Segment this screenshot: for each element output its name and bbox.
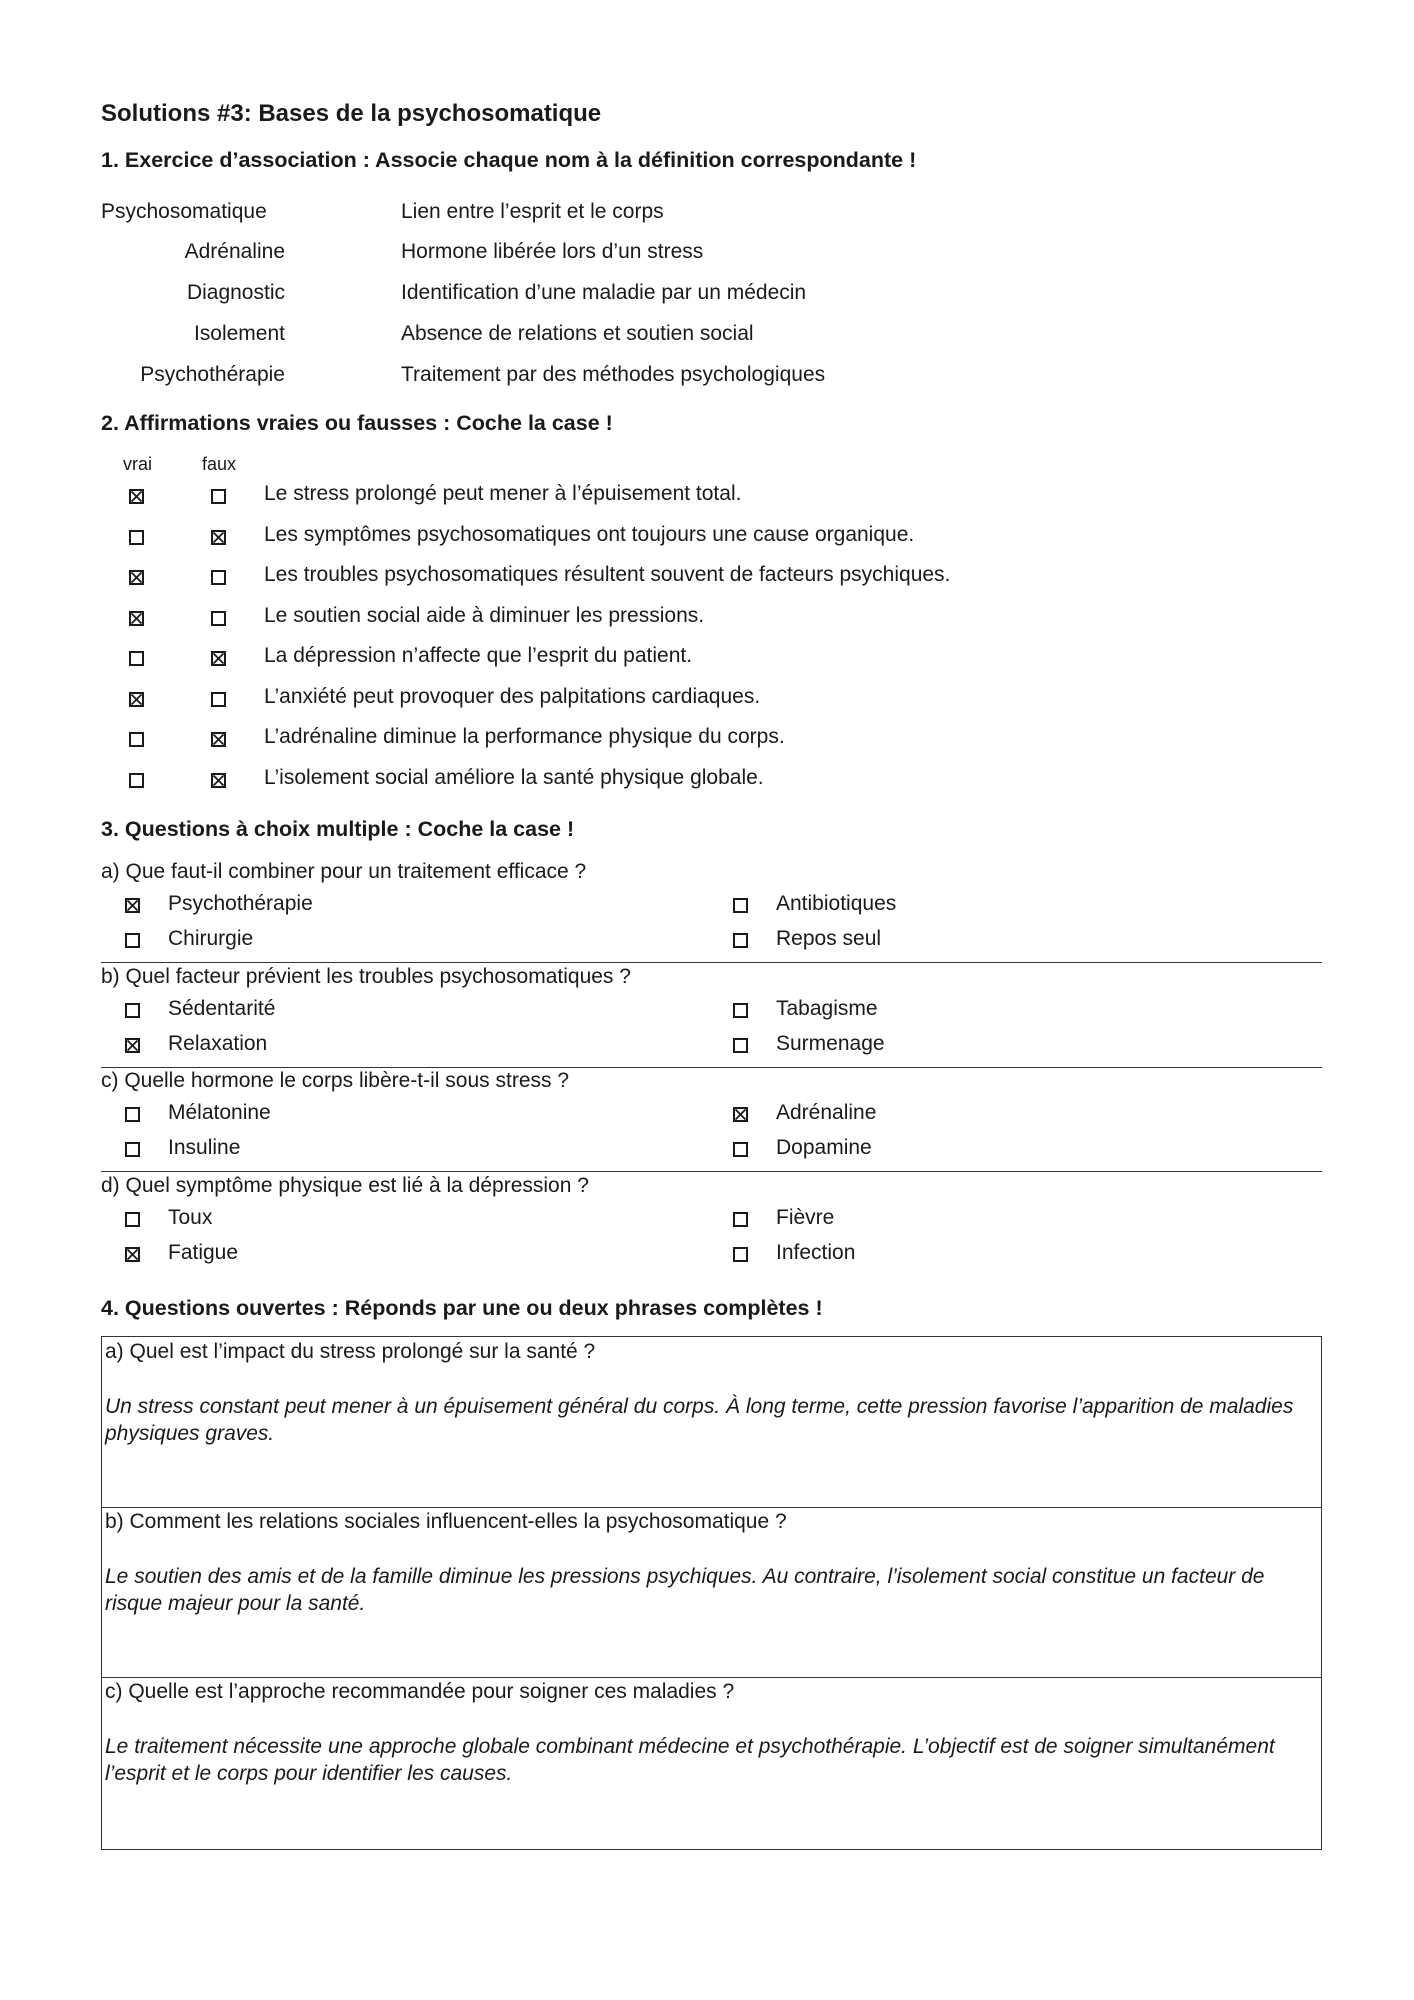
statement-text: Les troubles psychosomatiques résultent souvent de facteurs psychiques. [264, 563, 951, 586]
section1-heading: 1. Exercice d’association : Associe chaque nom à la définition correspondante ! [101, 148, 917, 172]
open-question-row [102, 1677, 1321, 1847]
column-header-vrai: vrai [123, 454, 153, 474]
mc-option-checkbox[interactable] [125, 1038, 140, 1053]
term-adrenaline: Adrénaline [184, 240, 285, 263]
mc-option-label: Chirurgie [168, 927, 254, 950]
mc-option-label: Fatigue [168, 1240, 239, 1264]
open-questions-box [101, 1336, 1322, 1850]
open-question-row [102, 1337, 1321, 1508]
mc-option-checkbox[interactable] [733, 1038, 748, 1053]
definition-adrenaline: Hormone libérée lors d’un stress [401, 240, 704, 263]
checkbox-vrai[interactable] [129, 692, 144, 707]
definition-psychotherapie: Traitement par des méthodes psychologiques [401, 363, 826, 386]
mc-option-checkbox[interactable] [733, 1142, 748, 1157]
open-answer-b[interactable]: Le soutien des amis et de la famille diminue les pressions psychiques. Au contraire, l’isolement social constitue un facteur de risque majeur pour la santé. [105, 1565, 1265, 1615]
mc-option-label: Surmenage [776, 1031, 885, 1055]
mc-option-checkbox[interactable] [733, 1212, 748, 1227]
checkbox-vrai[interactable] [129, 651, 144, 666]
checkbox-faux[interactable] [211, 489, 226, 504]
mc-question: d) Quel symptôme physique est lié à la dépression ? [101, 1173, 589, 1197]
definition-isolement: Absence de relations et soutien social [401, 322, 754, 345]
definition-psychosomatique: Lien entre l’esprit et le corps [401, 200, 664, 223]
mc-option-label: Antibiotiques [776, 892, 897, 915]
mc-option-checkbox[interactable] [125, 933, 140, 948]
mc-option-checkbox[interactable] [125, 1247, 140, 1262]
statement-text: Le stress prolongé peut mener à l’épuisement total. [264, 482, 742, 505]
mc-option-label: Infection [776, 1240, 856, 1264]
term-diagnostic: Diagnostic [186, 281, 285, 304]
mc-option-label: Insuline [168, 1136, 241, 1159]
checkbox-vrai[interactable] [129, 611, 144, 626]
statement-text: L’anxiété peut provoquer des palpitations cardiaques. [264, 684, 761, 708]
checkbox-vrai[interactable] [129, 570, 144, 585]
mc-option-label: Mélatonine [168, 1101, 271, 1124]
checkbox-faux[interactable] [211, 570, 226, 585]
open-question-row [102, 1507, 1321, 1678]
term-psychosomatique: Psychosomatique [101, 200, 267, 223]
mc-option-label: Repos seul [776, 927, 882, 950]
section3-heading: 3. Questions à choix multiple : Coche la case ! [101, 817, 575, 841]
mc-option-checkbox[interactable] [125, 1212, 140, 1227]
checkbox-faux[interactable] [211, 773, 226, 788]
term-isolement: Isolement [193, 322, 285, 345]
mc-option-label: Tabagisme [776, 996, 878, 1020]
question-divider [101, 1171, 1322, 1172]
mc-option-label: Adrénaline [776, 1101, 877, 1124]
checkbox-vrai[interactable] [129, 489, 144, 504]
checkbox-vrai[interactable] [129, 530, 144, 545]
checkbox-vrai[interactable] [129, 773, 144, 788]
statement-text: Le soutien social aide à diminuer les pressions. [264, 603, 705, 627]
checkbox-faux[interactable] [211, 692, 226, 707]
mc-option-checkbox[interactable] [125, 1142, 140, 1157]
column-header-faux: faux [202, 454, 237, 474]
mc-option-checkbox[interactable] [125, 1107, 140, 1122]
statement-text: L’adrénaline diminue la performance physique du corps. [264, 725, 785, 748]
open-question-b: b) Comment les relations sociales influencent-elles la psychosomatique ? [105, 1510, 787, 1533]
mc-option-checkbox[interactable] [733, 933, 748, 948]
open-answer-a[interactable]: Un stress constant peut mener à un épuisement général du corps. À long terme, cette pression favorise l’apparition de maladies physiques graves. [105, 1395, 1294, 1445]
section2-heading: 2. Affirmations vraies ou fausses : Coche la case ! [101, 411, 613, 435]
mc-option-label: Sédentarité [168, 996, 276, 1020]
question-divider [101, 962, 1322, 963]
definition-diagnostic: Identification d’une maladie par un médecin [401, 281, 807, 304]
mc-option-label: Relaxation [168, 1031, 268, 1055]
checkbox-faux[interactable] [211, 651, 226, 666]
mc-option-checkbox[interactable] [125, 1003, 140, 1018]
mc-option-checkbox[interactable] [125, 898, 140, 913]
question-divider [101, 1067, 1322, 1068]
mc-option-label: Psychothérapie [168, 892, 313, 915]
mc-option-label: Dopamine [776, 1136, 872, 1159]
open-answer-c[interactable]: Le traitement nécessite une approche globale combinant médecine et psychothérapie. L’objectif est de soigner simultanément l’esprit et le corps pour identifier les causes. [105, 1735, 1275, 1785]
section4-heading: 4. Questions ouvertes : Réponds par une ou deux phrases complètes ! [101, 1296, 823, 1320]
term-psychotherapie: Psychothérapie [140, 363, 285, 386]
mc-option-label: Fièvre [776, 1205, 835, 1229]
mc-option-checkbox[interactable] [733, 1003, 748, 1018]
mc-question: b) Quel facteur prévient les troubles psychosomatiques ? [101, 964, 631, 988]
checkbox-faux[interactable] [211, 530, 226, 545]
checkbox-vrai[interactable] [129, 732, 144, 747]
mc-option-checkbox[interactable] [733, 1107, 748, 1122]
mc-option-checkbox[interactable] [733, 1247, 748, 1262]
statement-text: L’isolement social améliore la santé physique globale. [264, 765, 764, 789]
page-title: Solutions #3: Bases de la psychosomatique [101, 100, 602, 127]
checkbox-faux[interactable] [211, 732, 226, 747]
checkbox-faux[interactable] [211, 611, 226, 626]
mc-option-label: Toux [168, 1205, 213, 1229]
statement-text: Les symptômes psychosomatiques ont toujours une cause organique. [264, 522, 915, 546]
mc-question: c) Quelle hormone le corps libère-t-il sous stress ? [101, 1069, 570, 1092]
open-question-a: a) Quel est l’impact du stress prolongé sur la santé ? [105, 1340, 596, 1363]
mc-question: a) Que faut-il combiner pour un traitement efficace ? [101, 860, 587, 883]
mc-option-checkbox[interactable] [733, 898, 748, 913]
statement-text: La dépression n’affecte que l’esprit du patient. [264, 644, 693, 667]
open-question-c: c) Quelle est l’approche recommandée pour soigner ces maladies ? [105, 1680, 735, 1703]
